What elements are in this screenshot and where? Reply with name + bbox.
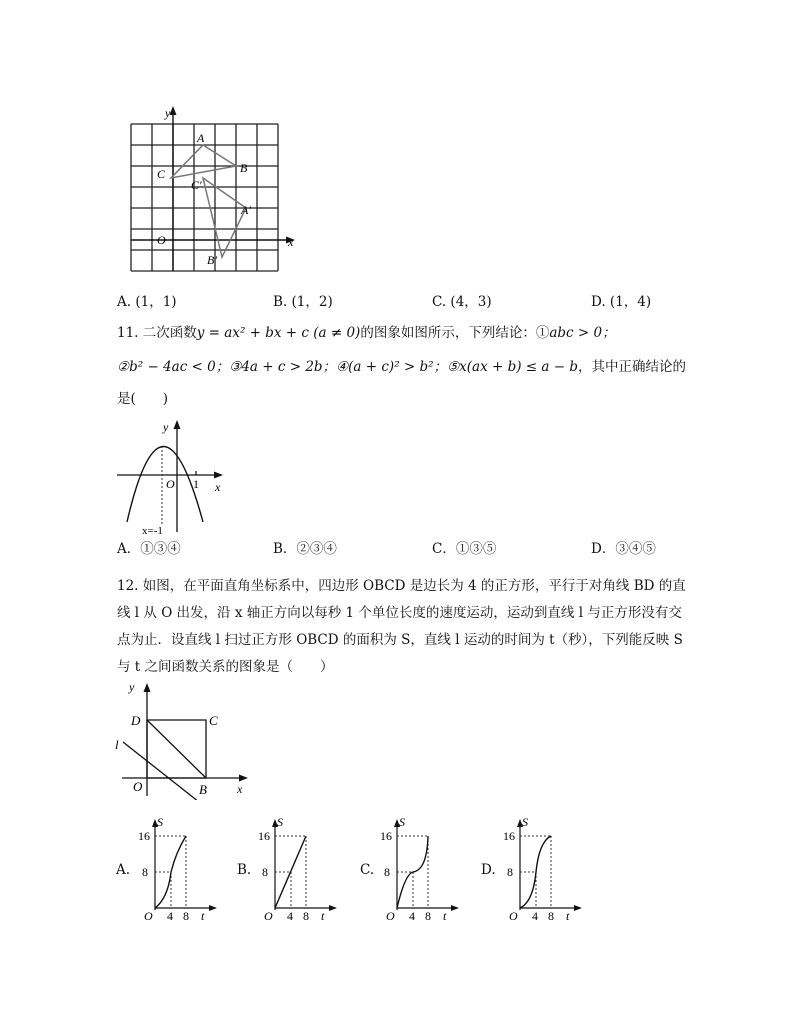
graph-b-axis-s: S: [277, 815, 283, 829]
q10-axis-x: x: [288, 235, 294, 249]
graph-a-tick-4: 4: [167, 909, 173, 922]
q11-line1: [117, 327, 616, 341]
graph-c-tick-4: 4: [409, 909, 415, 922]
q12-graph-d[interactable]: [503, 812, 598, 922]
q12-option-b[interactable]: B.: [237, 862, 252, 878]
graph-d-origin: O: [509, 909, 518, 922]
q11-symmetry-label: x=-1: [142, 525, 163, 536]
q11-condition-3: ③4a + c > 2b；: [229, 359, 337, 375]
q11-condition-2: ②b² − 4ac < 0；: [117, 359, 230, 375]
q11-origin: O: [166, 477, 175, 491]
q12-line3: 点为止．设直线 l 扫过正方形 OBCD 的面积为 S，直线 l 运动的时间为 t（秒），下列能反映 S: [117, 632, 683, 648]
q12-axis-x: x: [237, 782, 243, 796]
graph-c-tick-8x: 8: [425, 909, 431, 922]
q11-condition-4: ④(a + c)² > b²；: [336, 359, 448, 375]
graph-a-tick-16: 16: [138, 829, 150, 843]
q10-option-d[interactable]: D. (1，4): [591, 294, 652, 310]
q11-line3: 是( ): [117, 391, 169, 407]
q11-option-a[interactable]: A．①③④: [117, 541, 181, 557]
q10-label-o: O: [157, 233, 166, 247]
q11-option-c[interactable]: C．①③⑤: [432, 541, 497, 557]
graph-a-axis-t: t: [201, 909, 205, 922]
q12-graph-options: [110, 812, 610, 922]
q10-label-a1: A′: [241, 203, 251, 217]
q11-axis-x: x: [215, 480, 221, 494]
q12-option-c[interactable]: C.: [360, 862, 375, 878]
graph-b-origin: O: [264, 909, 273, 922]
q10-option-a[interactable]: A. (1，1): [117, 294, 177, 310]
graph-d-axis-s: S: [522, 815, 528, 829]
graph-b-tick-8: 8: [262, 865, 268, 879]
graph-d-tick-8x: 8: [548, 909, 554, 922]
q11-line2: [117, 361, 686, 375]
q11-formula: y = ax² + bx + c (a ≠ 0): [196, 325, 361, 341]
q12-line1: 12. 如图，在平面直角坐标系中，四边形 OBCD 是边长为 4 的正方形，平行于对角线 BD 的直: [117, 578, 686, 594]
q11-line1-suffix: 的图象如图所示，下列结论：①: [360, 325, 550, 341]
q11-option-b[interactable]: B．②③④: [273, 541, 337, 557]
graph-c-tick-16: 16: [380, 829, 392, 843]
graph-b-tick-16: 16: [258, 829, 270, 843]
q11-parabola-figure: [115, 416, 235, 536]
q11-option-d[interactable]: D．③④⑤: [591, 541, 656, 557]
q10-label-b1: B′: [207, 253, 217, 267]
graph-d-axis-t: t: [566, 909, 570, 922]
q10-label-c1: C′: [191, 178, 202, 192]
q12-label-d: D: [131, 713, 141, 728]
q10-label-a: A: [197, 131, 205, 145]
q12-label-b: B: [199, 782, 207, 797]
q12-option-a[interactable]: A.: [116, 862, 131, 878]
graph-d-tick-4: 4: [532, 909, 538, 922]
q12-square-figure: [112, 678, 262, 800]
q10-grid-figure: [120, 104, 310, 279]
graph-c-tick-8: 8: [384, 865, 390, 879]
graph-c-axis-t: t: [443, 909, 447, 922]
q12-axis-y: y: [129, 680, 135, 694]
q12-label-o: O: [133, 779, 143, 794]
graph-a-axis-s: S: [157, 815, 163, 829]
q11-prefix: 11. 二次函数: [117, 325, 197, 341]
q12-graph-c[interactable]: [380, 812, 475, 922]
q11-line2-suffix: ，其中正确结论的: [578, 359, 686, 375]
graph-c-origin: O: [386, 909, 395, 922]
q10-axis-y: y: [165, 106, 171, 120]
q12-label-c: C: [209, 713, 218, 728]
q12-option-d[interactable]: D.: [481, 862, 496, 878]
q11-axis-y: y: [163, 420, 169, 434]
q12-line2: 线 l 从 O 出发，沿 x 轴正方向以每秒 1 个单位长度的速度运动，运动到直线 l 与正方形没有交: [117, 605, 682, 621]
graph-d-tick-16: 16: [503, 829, 515, 843]
graph-d-tick-8: 8: [507, 865, 513, 879]
q12-label-l: l: [115, 737, 119, 752]
graph-c-axis-s: S: [399, 815, 405, 829]
graph-a-tick-8x: 8: [183, 909, 189, 922]
graph-b-tick-8x: 8: [303, 909, 309, 922]
q11-tick-1: 1: [193, 477, 199, 491]
q12-graph-a[interactable]: [138, 812, 233, 922]
graph-a-origin: O: [144, 909, 153, 922]
q11-condition-1: abc > 0；: [549, 325, 616, 341]
graph-b-axis-t: t: [321, 909, 325, 922]
q12-graph-b[interactable]: [258, 812, 353, 922]
q12-line4: 与 t 之间函数关系的图象是（ ）: [117, 659, 334, 675]
graph-a-tick-8: 8: [142, 865, 148, 879]
q11-condition-5: ⑤x(ax + b) ≤ a − b: [447, 359, 578, 375]
q10-option-b[interactable]: B. (1，2): [273, 294, 333, 310]
q10-label-c: C: [157, 167, 166, 181]
graph-b-tick-4: 4: [287, 909, 293, 922]
q10-option-c[interactable]: C. (4，3): [432, 294, 492, 310]
q10-label-b: B: [240, 161, 248, 175]
